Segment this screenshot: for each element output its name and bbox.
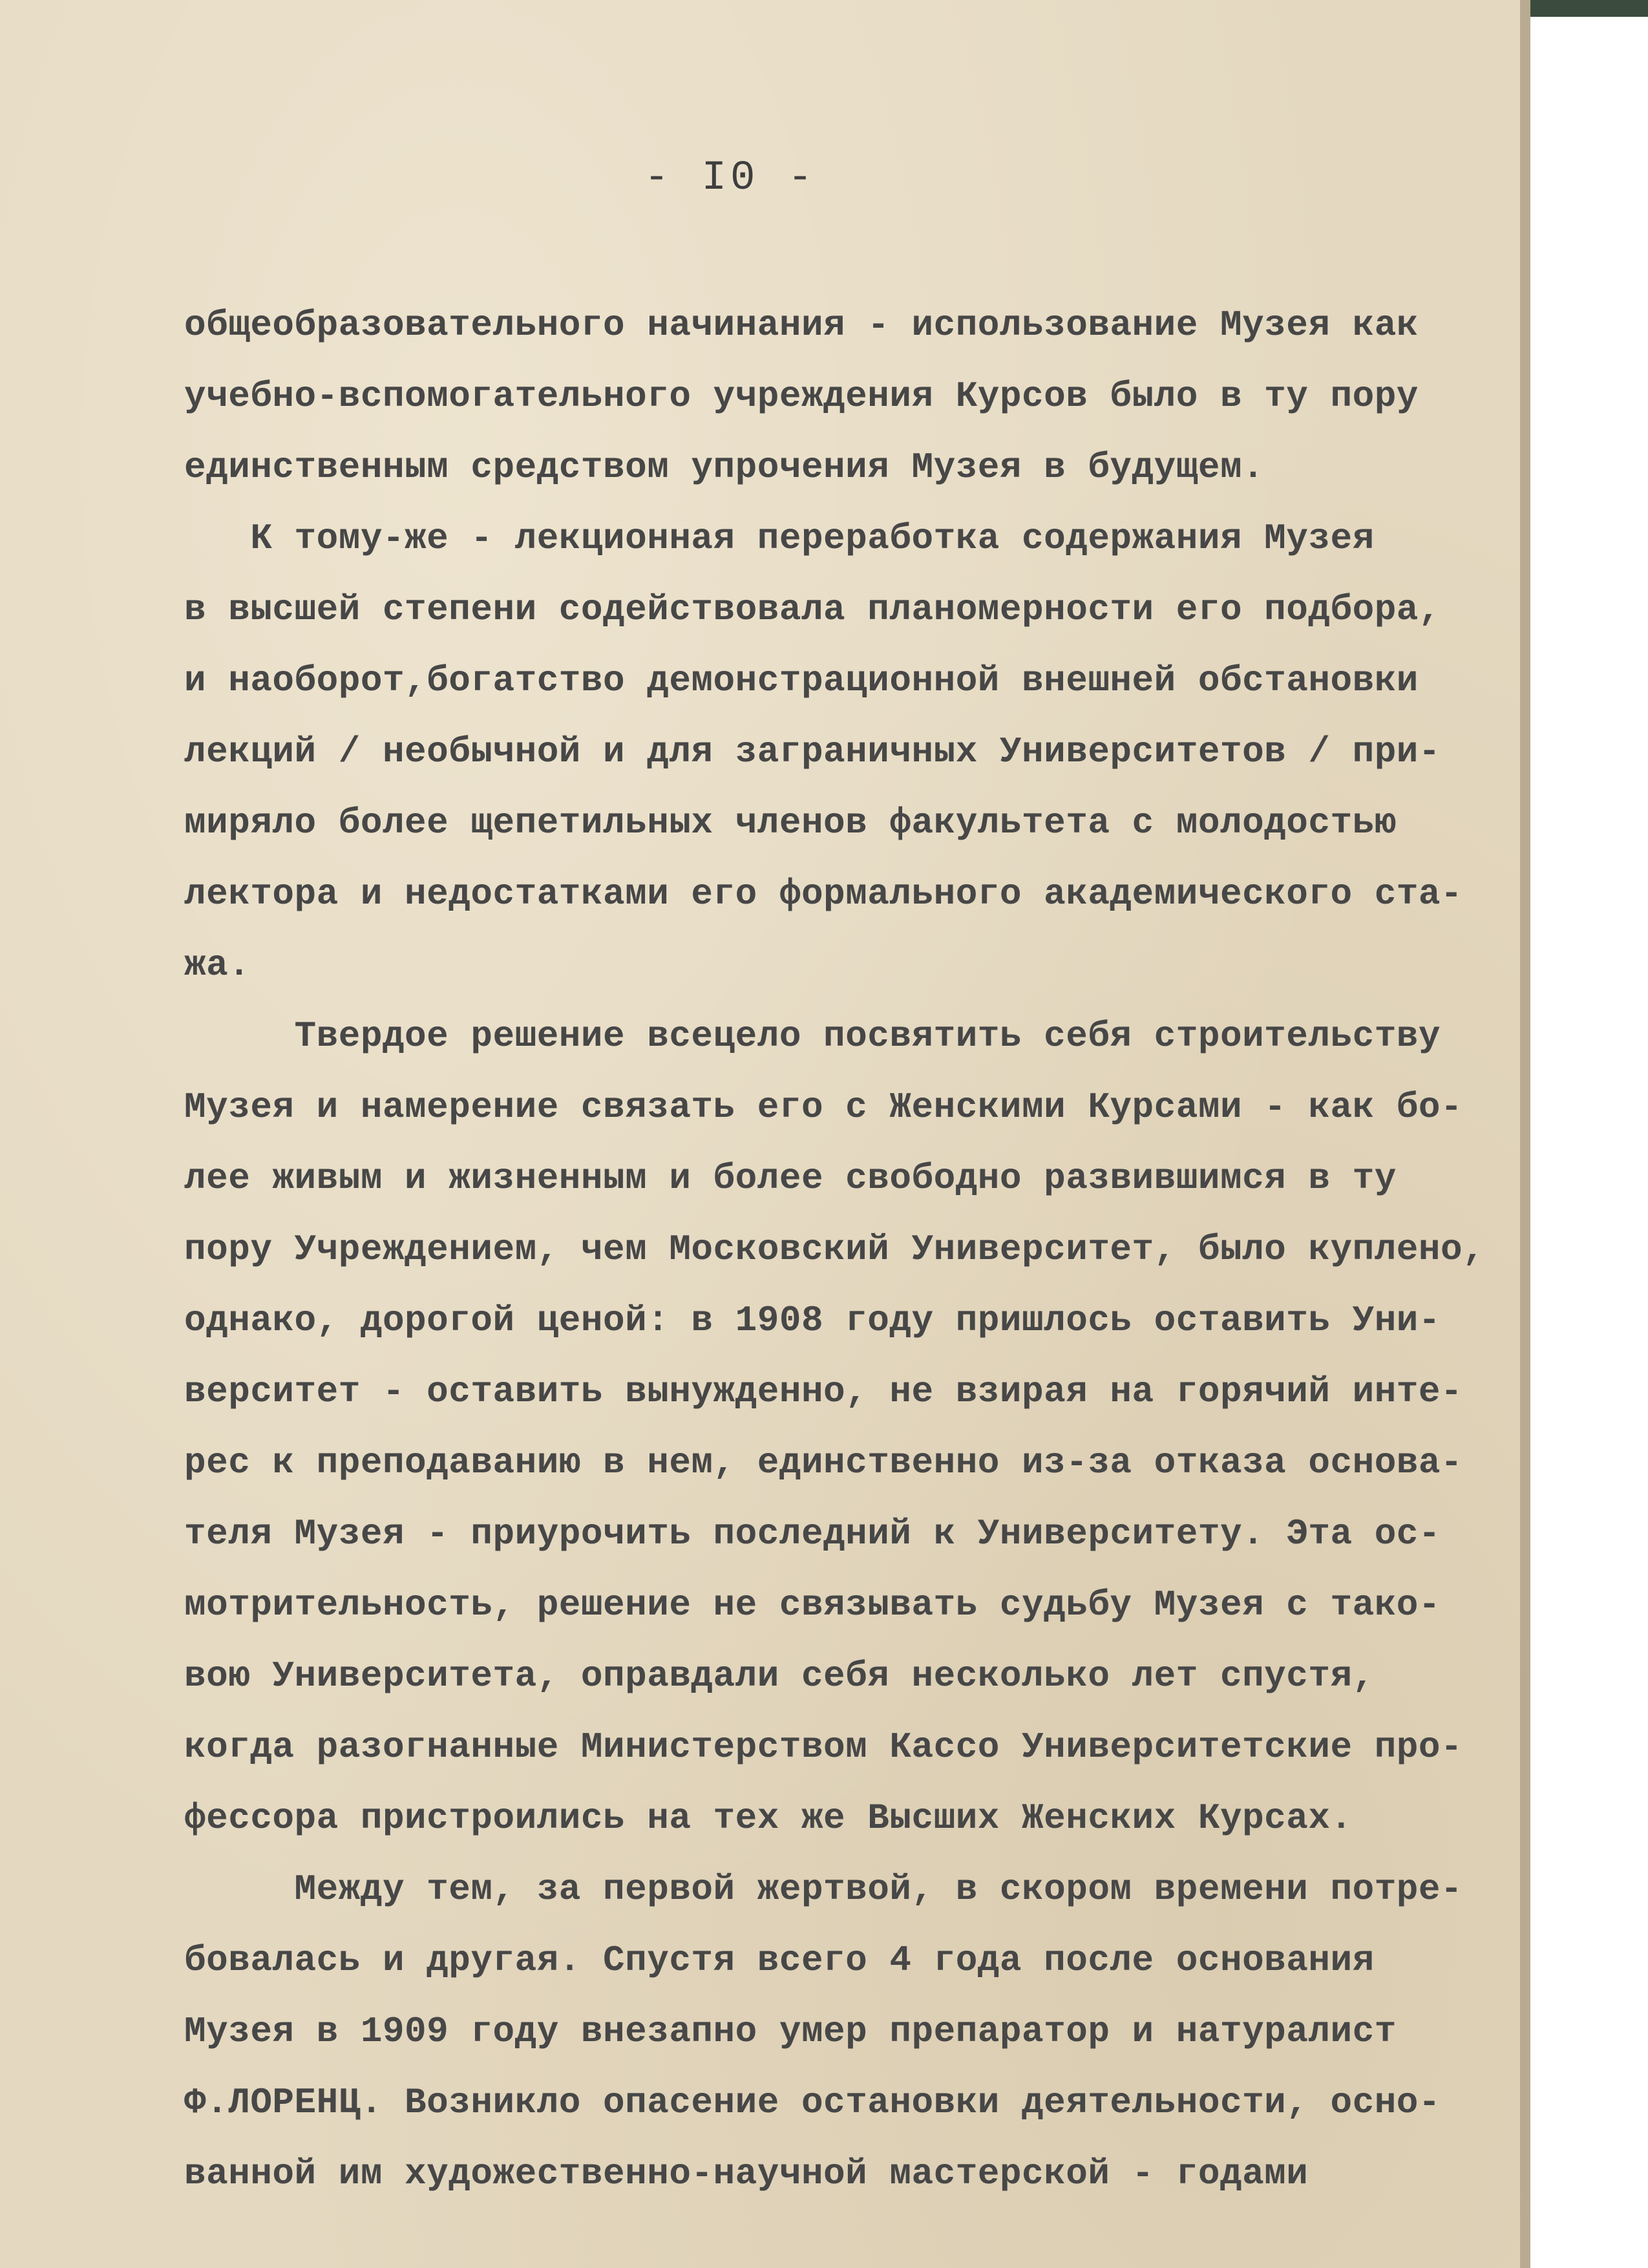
text-line: рес к преподаванию в нем, единственно из-за отказа основа- — [184, 1442, 1463, 1483]
text-line: миряло более щепетильных членов факультета с молодостью — [184, 802, 1397, 843]
paper-edge — [1520, 0, 1530, 2268]
text-line: лее живым и жизненным и более свободно развившимся в ту — [184, 1158, 1397, 1199]
text-line: фессора пристроились на тех же Высших Женских Курсах. — [184, 1797, 1353, 1839]
text-line: лектора и недостатками его формального академического ста- — [184, 873, 1463, 915]
text-line: мотрительность, решение не связывать судьбу Музея с тако- — [184, 1584, 1441, 1626]
text-line: единственным средством упрочения Музея в будущем. — [184, 447, 1265, 488]
text-line: Твердое решение всецело посвятить себя строительству — [184, 1015, 1441, 1057]
text-line: когда разогнанные Министерством Кассо Университетские про- — [184, 1726, 1463, 1768]
text-line: верситет - оставить вынужденно, не взирая на горячий инте- — [184, 1371, 1463, 1412]
text-line: лекций / необычной и для заграничных Университетов / при- — [184, 731, 1441, 772]
text-line: однако, дорогой ценой: в 1908 году пришлось оставить Уни- — [184, 1300, 1441, 1341]
text-line: теля Музея - приурочить последний к Университету. Эта ос- — [184, 1513, 1441, 1554]
text-line: вою Университета, оправдали себя несколько лет спустя, — [184, 1655, 1375, 1697]
text-line: бовалась и другая. Спустя всего 4 года после основания — [184, 1940, 1375, 1981]
scan-background-tab — [1530, 0, 1648, 17]
text-line: в высшей степени содействовала планомерности его подбора, — [184, 589, 1441, 630]
text-line: жа. — [184, 944, 251, 986]
text-line: Музея и намерение связать его с Женскими Курсами - как бо- — [184, 1086, 1463, 1128]
text-line: ванной им художественно-научной мастерской - годами — [184, 2153, 1309, 2194]
typed-text-body — [184, 290, 1490, 2209]
page-number: - I0 - — [644, 155, 817, 202]
text-line: Музея в 1909 году внезапно умер препаратор и натуралист — [184, 2011, 1397, 2052]
text-line: общеобразовательного начинания - использование Музея как — [184, 304, 1419, 346]
text-line: К тому-же - лекционная переработка содержания Музея — [184, 518, 1375, 559]
text-line: Между тем, за первой жертвой, в скором времени потре- — [184, 1869, 1463, 1910]
text-line: учебно-вспомогательного учреждения Курсов было в ту пору — [184, 376, 1419, 417]
text-line: пору Учреждением, чем Московский Университет, было куплено, — [184, 1229, 1485, 1270]
text-line: Ф.ЛОРЕНЦ. Возникло опасение остановки деятельности, осно- — [184, 2082, 1441, 2123]
text-line: и наоборот,богатство демонстрационной внешней обстановки — [184, 660, 1419, 701]
